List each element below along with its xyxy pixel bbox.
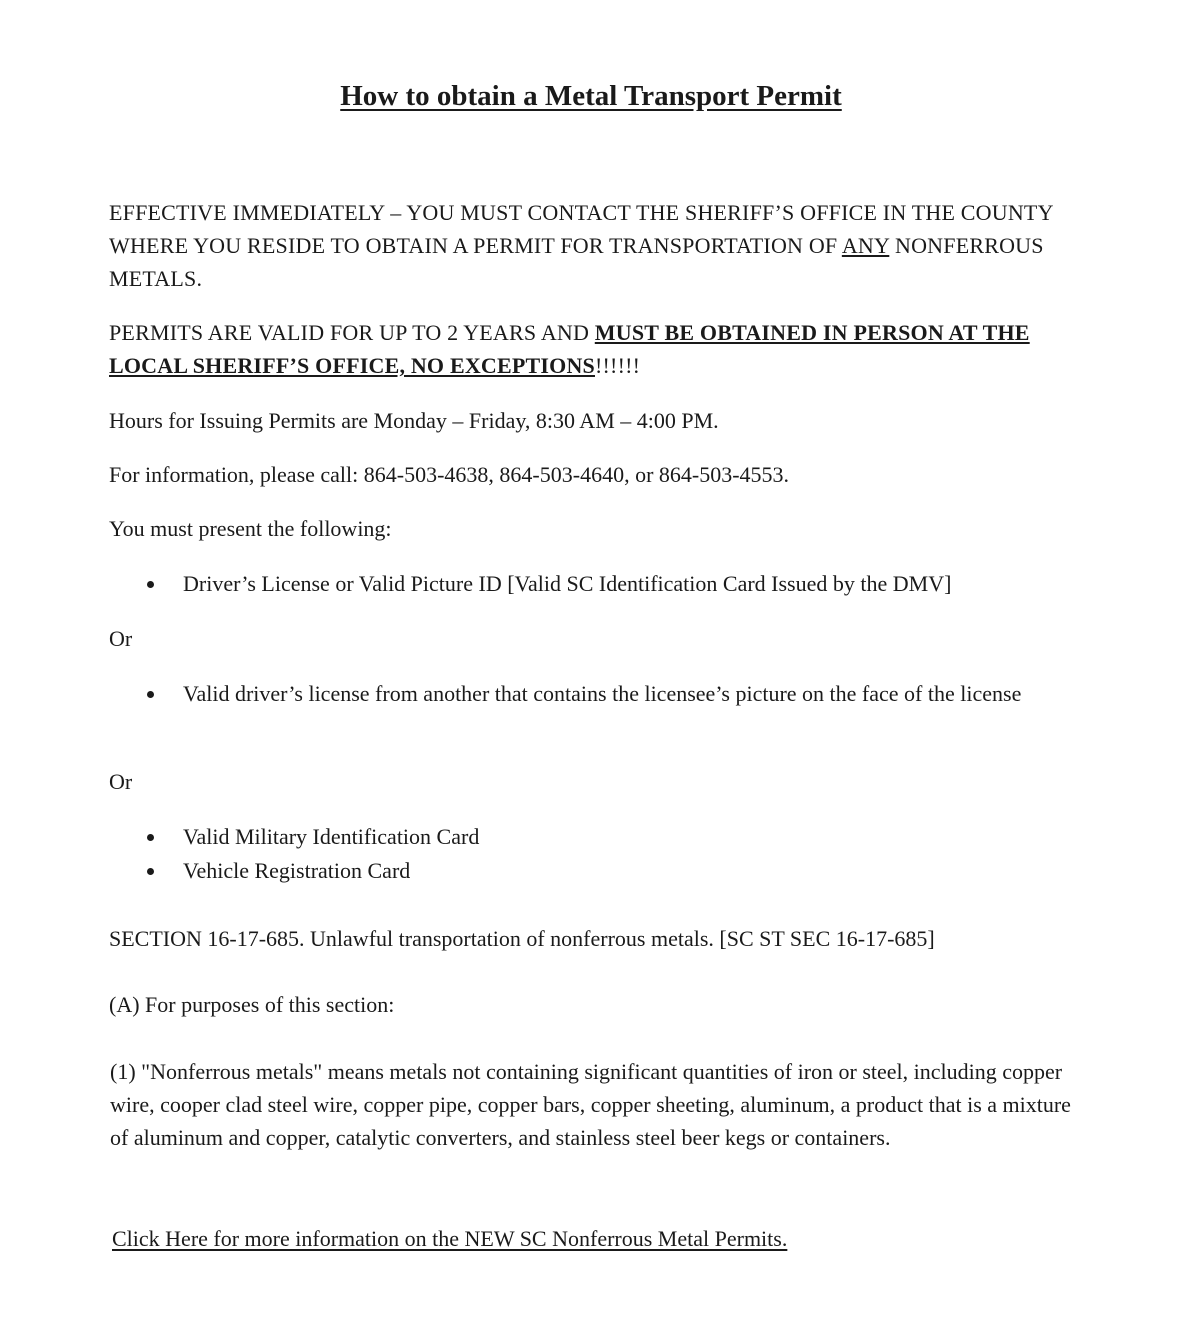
validity-emphasis: MUST BE OBTAINED IN PERSON AT THE LOCAL SHERIFF’S OFFICE, NO EXCEPTIONS xyxy=(109,320,1030,378)
section-heading: SECTION 16-17-685. Unlawful transportation of nonferrous metals. [SC ST SEC 16-17-685] xyxy=(109,926,935,951)
subsection-a: (A) For purposes of this section: xyxy=(109,992,395,1017)
page-title: How to obtain a Metal Transport Permit xyxy=(340,80,842,112)
notice-paragraph xyxy=(109,196,1089,295)
hours-text: Hours for Issuing Permits are Monday – Friday, 8:30 AM – 4:00 PM. xyxy=(109,408,719,433)
bullet-icon xyxy=(147,834,154,841)
list-item xyxy=(140,677,1080,711)
list-item-text: Driver’s License or Valid Picture ID [Valid SC Identification Card Issued by the DMV] xyxy=(183,571,952,596)
more-info-link[interactable]: Click Here for more information on the NEW SC Nonferrous Metal Permits. xyxy=(112,1226,788,1251)
list-item xyxy=(140,567,1080,601)
definition-paragraph: (1) "Nonferrous metals" means metals not containing significant quantities of iron or steel, including copper wire, cooper clad steel wire, copper pipe, copper bars, copper sheeting, aluminum, a product that is a mixture of aluminum and copper, catalytic converters, and stainless steel beer kegs or containers. xyxy=(110,1059,1071,1150)
list-item-text: Vehicle Registration Card xyxy=(183,858,411,883)
list-item-text: Valid driver’s license from another that contains the licensee’s picture on the face of the license xyxy=(183,681,1022,706)
list-item-text: Valid Military Identification Card xyxy=(183,824,480,849)
bullet-icon xyxy=(147,868,154,875)
notice-text-end: NONFERROUS METALS. xyxy=(109,233,1044,291)
id-list-group-3 xyxy=(140,820,1080,888)
id-list-group-1 xyxy=(140,567,1080,601)
present-intro: You must present the following: xyxy=(109,516,392,541)
info-text: For information, please call: 864-503-4638, 864-503-4640, or 864-503-4553. xyxy=(109,462,790,487)
bullet-icon xyxy=(147,581,154,588)
or-separator-2: Or xyxy=(109,769,133,794)
or-separator-1: Or xyxy=(109,626,133,651)
id-list-group-2 xyxy=(140,677,1080,711)
notice-emphasis: ANY xyxy=(841,233,890,258)
validity-text-end: !!!!!! xyxy=(594,353,641,378)
validity-text-start: PERMITS ARE VALID FOR UP TO 2 YEARS AND xyxy=(109,320,595,345)
bullet-icon xyxy=(147,691,154,698)
list-item xyxy=(140,854,1080,888)
validity-paragraph xyxy=(109,316,1089,382)
list-item xyxy=(140,820,1080,854)
notice-text-start: EFFECTIVE IMMEDIATELY – YOU MUST CONTACT THE SHERIFF’S OFFICE IN THE COUNTY WHERE YOU RESIDE TO OBTAIN A PERMIT FOR TRANSPORTATION OF xyxy=(109,200,1053,258)
